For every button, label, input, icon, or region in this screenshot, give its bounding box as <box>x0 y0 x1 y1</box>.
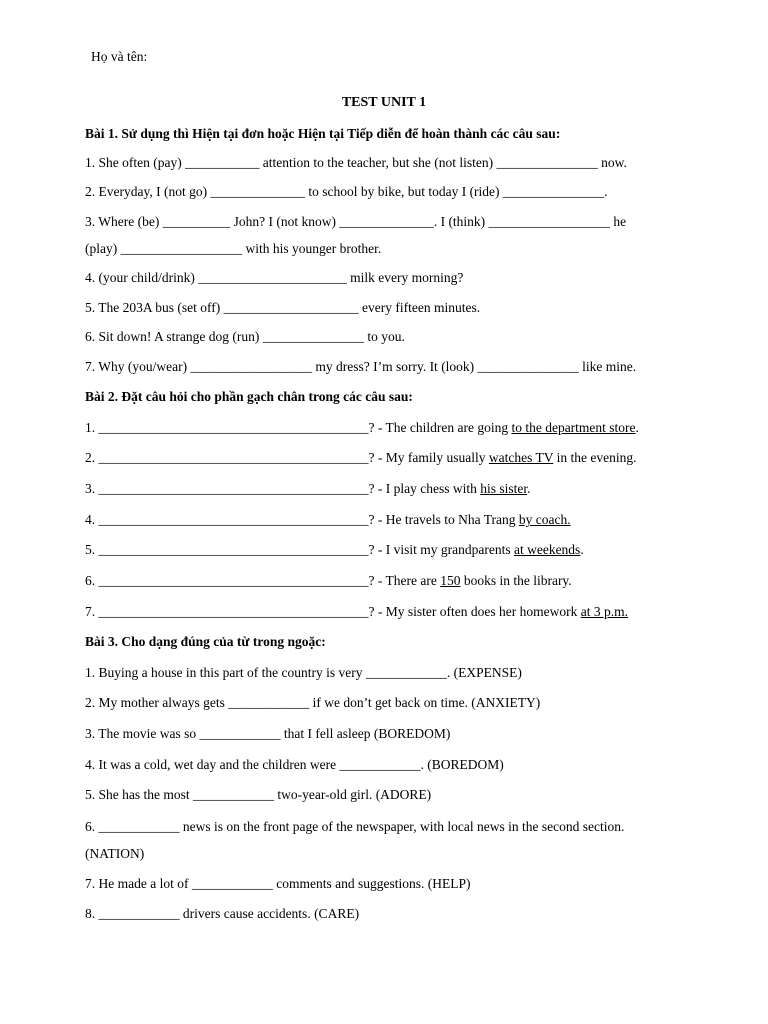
s2-num: 2. <box>85 450 96 465</box>
s2-pre: ? - My family usually <box>368 450 489 465</box>
s3-line: 8. ____________ drivers cause accidents. (CARE) <box>85 906 360 921</box>
s2-post: . <box>635 420 639 435</box>
s3-line: 4. It was a cold, wet day and the children were ____________. (BOREDOM) <box>85 757 504 772</box>
s1-line: 3. Where (be) __________ John? I (not know) ______________. I (think) __________________ he <box>85 214 627 229</box>
s2-blank: ________________________________________ <box>98 481 369 496</box>
s2-underlined: at weekends <box>513 542 581 557</box>
s2-pre: ? - He travels to Nha Trang <box>368 512 519 527</box>
s3-line: 5. She has the most ____________ two-year-old girl. (ADORE) <box>85 787 432 802</box>
s2-num: 4. <box>85 512 96 527</box>
s2-pre: ? - The children are going <box>368 420 512 435</box>
s2-num: 7. <box>85 604 96 619</box>
s1-line: 2. Everyday, I (not go) ______________ to school by bike, but today I (ride) _______________. <box>85 184 608 199</box>
s1-line: 4. (your child/drink) ______________________ milk every morning? <box>85 270 464 285</box>
s2-num: 3. <box>85 481 96 496</box>
s2-item <box>85 573 572 589</box>
s3-line: 2. My mother always gets ____________ if we don’t get back on time. (ANXIETY) <box>85 695 541 710</box>
section2-heading: Bài 2. Đặt câu hỏi cho phần gạch chân trong các câu sau: <box>85 389 413 404</box>
section1-heading: Bài 1. Sử dụng thì Hiện tại đơn hoặc Hiện tại Tiếp diễn để hoàn thành các câu sau: <box>85 126 561 141</box>
s3-line: 1. Buying a house in this part of the country is very ____________. (EXPENSE) <box>85 665 522 680</box>
s2-item <box>85 542 584 558</box>
s1-line: (play) __________________ with his younger brother. <box>85 241 382 256</box>
s2-item <box>85 512 571 528</box>
s2-pre: ? - There are <box>368 573 441 588</box>
s2-blank: ________________________________________ <box>98 542 369 557</box>
s2-blank: ________________________________________ <box>98 512 369 527</box>
s3-line: 3. The movie was so ____________ that I fell asleep (BOREDOM) <box>85 726 451 741</box>
name-label: Họ và tên: <box>91 49 148 64</box>
s2-blank: ________________________________________ <box>98 450 369 465</box>
s1-line: 1. She often (pay) ___________ attention to the teacher, but she (not listen) _______________ now. <box>85 155 627 170</box>
s2-post: books in the library. <box>460 573 572 588</box>
page-title: TEST UNIT 1 <box>341 95 427 110</box>
s2-blank: ________________________________________ <box>98 573 369 588</box>
section3-heading: Bài 3. Cho dạng đúng của từ trong ngoặc: <box>85 634 326 649</box>
s2-post: . <box>527 481 531 496</box>
s2-item <box>85 450 636 466</box>
s2-underlined: to the department store <box>511 420 636 435</box>
s2-underlined: at 3 p.m. <box>580 604 628 619</box>
s2-pre: ? - My sister often does her homework <box>368 604 581 619</box>
s1-line: 7. Why (you/wear) __________________ my dress? I’m sorry. It (look) _______________ like mine. <box>85 359 637 374</box>
s2-underlined: by coach. <box>518 512 571 527</box>
s2-pre: ? - I visit my grandparents <box>368 542 514 557</box>
s2-pre: ? - I play chess with <box>368 481 481 496</box>
s2-num: 5. <box>85 542 96 557</box>
s2-post: in the evening. <box>553 450 637 465</box>
s3-line: (NATION) <box>85 846 145 861</box>
s2-underlined: his sister <box>480 481 528 496</box>
s2-post: . <box>580 542 584 557</box>
s1-line: 6. Sit down! A strange dog (run) _______________ to you. <box>85 329 405 344</box>
s1-line: 5. The 203A bus (set off) ____________________ every fifteen minutes. <box>85 300 481 315</box>
s3-line: 7. He made a lot of ____________ comments and suggestions. (HELP) <box>85 876 471 891</box>
s2-item <box>85 420 639 436</box>
s2-underlined: watches TV <box>488 450 554 465</box>
s2-num: 1. <box>85 420 96 435</box>
s2-blank: ________________________________________ <box>98 420 369 435</box>
s2-num: 6. <box>85 573 96 588</box>
s2-blank: ________________________________________ <box>98 604 369 619</box>
s2-underlined: 150 <box>440 573 461 588</box>
s2-item <box>85 604 628 620</box>
s2-item <box>85 481 530 497</box>
s3-line: 6. ____________ news is on the front page of the newspaper, with local news in the second section. <box>85 819 625 834</box>
